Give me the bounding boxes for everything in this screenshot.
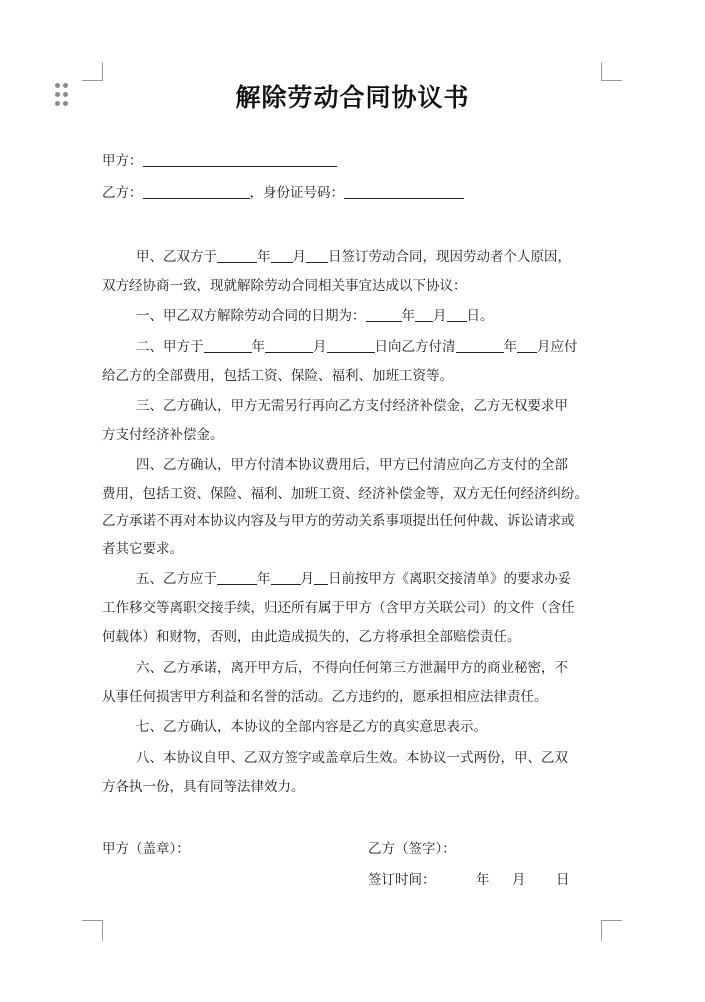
clause-5-line-2: 工作移交等离职交接手续，归还所有属于甲方（含甲方关联公司）的文件（含任: [102, 600, 575, 616]
clause-1-text: 一、甲乙双方解除劳动合同的日期为：: [136, 308, 366, 324]
sign-time-label: 签订时间：: [368, 872, 436, 888]
clause-6-line-1: 六、乙方承诺，离开甲方后，不得向任何第三方泄漏甲方的商业秘密，不: [136, 660, 568, 676]
crop-mark-bottom-left: [82, 920, 103, 941]
year-label: 年: [257, 571, 271, 587]
party-b-name-field[interactable]: [143, 184, 250, 199]
clause-4-line-3: 乙方承诺不再对本协议内容及与甲方的劳动关系事项提出任何仲裁、诉讼请求或: [102, 513, 575, 529]
year-label: 年: [401, 308, 415, 324]
party-b-line: [102, 184, 464, 202]
termination-year-field[interactable]: [366, 307, 402, 322]
intro-line-2: 双方经协商一致，现就解除劳动合同相关事宜达成以下协议：: [102, 278, 467, 294]
payment-month-field[interactable]: [265, 338, 313, 353]
day-label: 日。: [466, 308, 494, 324]
id-number-label: ，身份证号码：: [249, 185, 344, 201]
month-label: 月: [313, 339, 327, 355]
sign-month-label: 月: [512, 872, 526, 888]
clause-4-line-4: 者其它要求。: [102, 541, 183, 557]
clause-8-line-1: 八、本协议自甲、乙双方签字或盖章后生效。本协议一式两份，甲、乙双: [136, 750, 568, 766]
handover-day-field[interactable]: [314, 570, 328, 585]
clause-1-line: [136, 307, 600, 325]
clause-5-line-3: 何载体）和财物，否则，由此造成损失的，乙方将承担全部赔偿责任。: [102, 629, 521, 645]
clause-8-line-2: 方各执一份，具有同等法律效力。: [102, 779, 305, 795]
clause-5-text: 五、乙方应于: [136, 571, 217, 587]
clause-3-line-2: 方支付经济补偿金。: [102, 427, 224, 443]
clause-2-text: 二、甲方于: [136, 339, 204, 355]
crop-mark-bottom-right: [601, 920, 622, 941]
handover-year-field[interactable]: [217, 570, 257, 585]
clause-5-text: 日前按甲方《离职交接清单》的要求办妥: [328, 571, 571, 587]
contract-day-field[interactable]: [306, 248, 328, 263]
document-title: 解除劳动合同协议书: [235, 83, 470, 112]
intro-line-1: [136, 248, 600, 266]
clause-4-line-1: 四、乙方确认，甲方付清本协议费用后，甲方已付清应向乙方支付的全部: [136, 457, 568, 473]
settle-month-field[interactable]: [517, 338, 537, 353]
year-label: 年: [503, 339, 517, 355]
party-a-line: [102, 152, 337, 170]
clause-2-text: 日向乙方付清: [374, 339, 456, 355]
party-b-sign-label: 乙方（签字）：: [368, 841, 456, 857]
month-label: 月: [433, 308, 447, 324]
payment-day-field[interactable]: [327, 338, 375, 353]
sign-year-label: 年: [476, 872, 490, 888]
clause-2-text: 月应付: [537, 339, 578, 355]
month-label: 月: [292, 249, 306, 265]
year-label: 年: [251, 339, 265, 355]
sign-day-label: 日: [556, 872, 570, 888]
party-a-seal-label: 甲方（盖章）：: [102, 841, 190, 857]
termination-month-field[interactable]: [415, 307, 433, 322]
month-label: 月: [300, 571, 314, 587]
id-number-field[interactable]: [344, 184, 464, 199]
payment-year-field[interactable]: [204, 338, 252, 353]
handover-month-field[interactable]: [271, 570, 301, 585]
clause-6-line-2: 从事任何损害甲方利益和名誉的活动。乙方违约的，愿承担相应法律责任。: [102, 689, 548, 705]
clause-2-line-1: [136, 338, 600, 356]
party-a-label: 甲方：: [102, 153, 143, 169]
contract-year-field[interactable]: [217, 248, 257, 263]
intro-text: 日签订劳动合同，现因劳动者个人原因，: [328, 249, 571, 265]
settle-year-field[interactable]: [456, 338, 504, 353]
party-a-name-field[interactable]: [143, 152, 337, 167]
clause-4-line-2: 费用，包括工资、保险、福利、加班工资、经济补偿金等，双方无任何经济纠纷。: [102, 486, 588, 502]
contract-month-field[interactable]: [271, 248, 293, 263]
year-label: 年: [257, 249, 271, 265]
clause-2-line-2: 给乙方的全部费用，包括工资、保险、福利、加班工资等。: [102, 368, 453, 384]
clause-5-line-1: [136, 570, 600, 588]
clause-3-line-1: 三、乙方确认，甲方无需另行再向乙方支付经济补偿金，乙方无权要求甲: [136, 398, 568, 414]
party-b-label: 乙方：: [102, 185, 143, 201]
clause-7-line-1: 七、乙方确认，本协议的全部内容是乙方的真实意思表示。: [136, 719, 487, 735]
intro-text: 甲、乙双方于: [136, 249, 217, 265]
termination-day-field[interactable]: [447, 307, 467, 322]
